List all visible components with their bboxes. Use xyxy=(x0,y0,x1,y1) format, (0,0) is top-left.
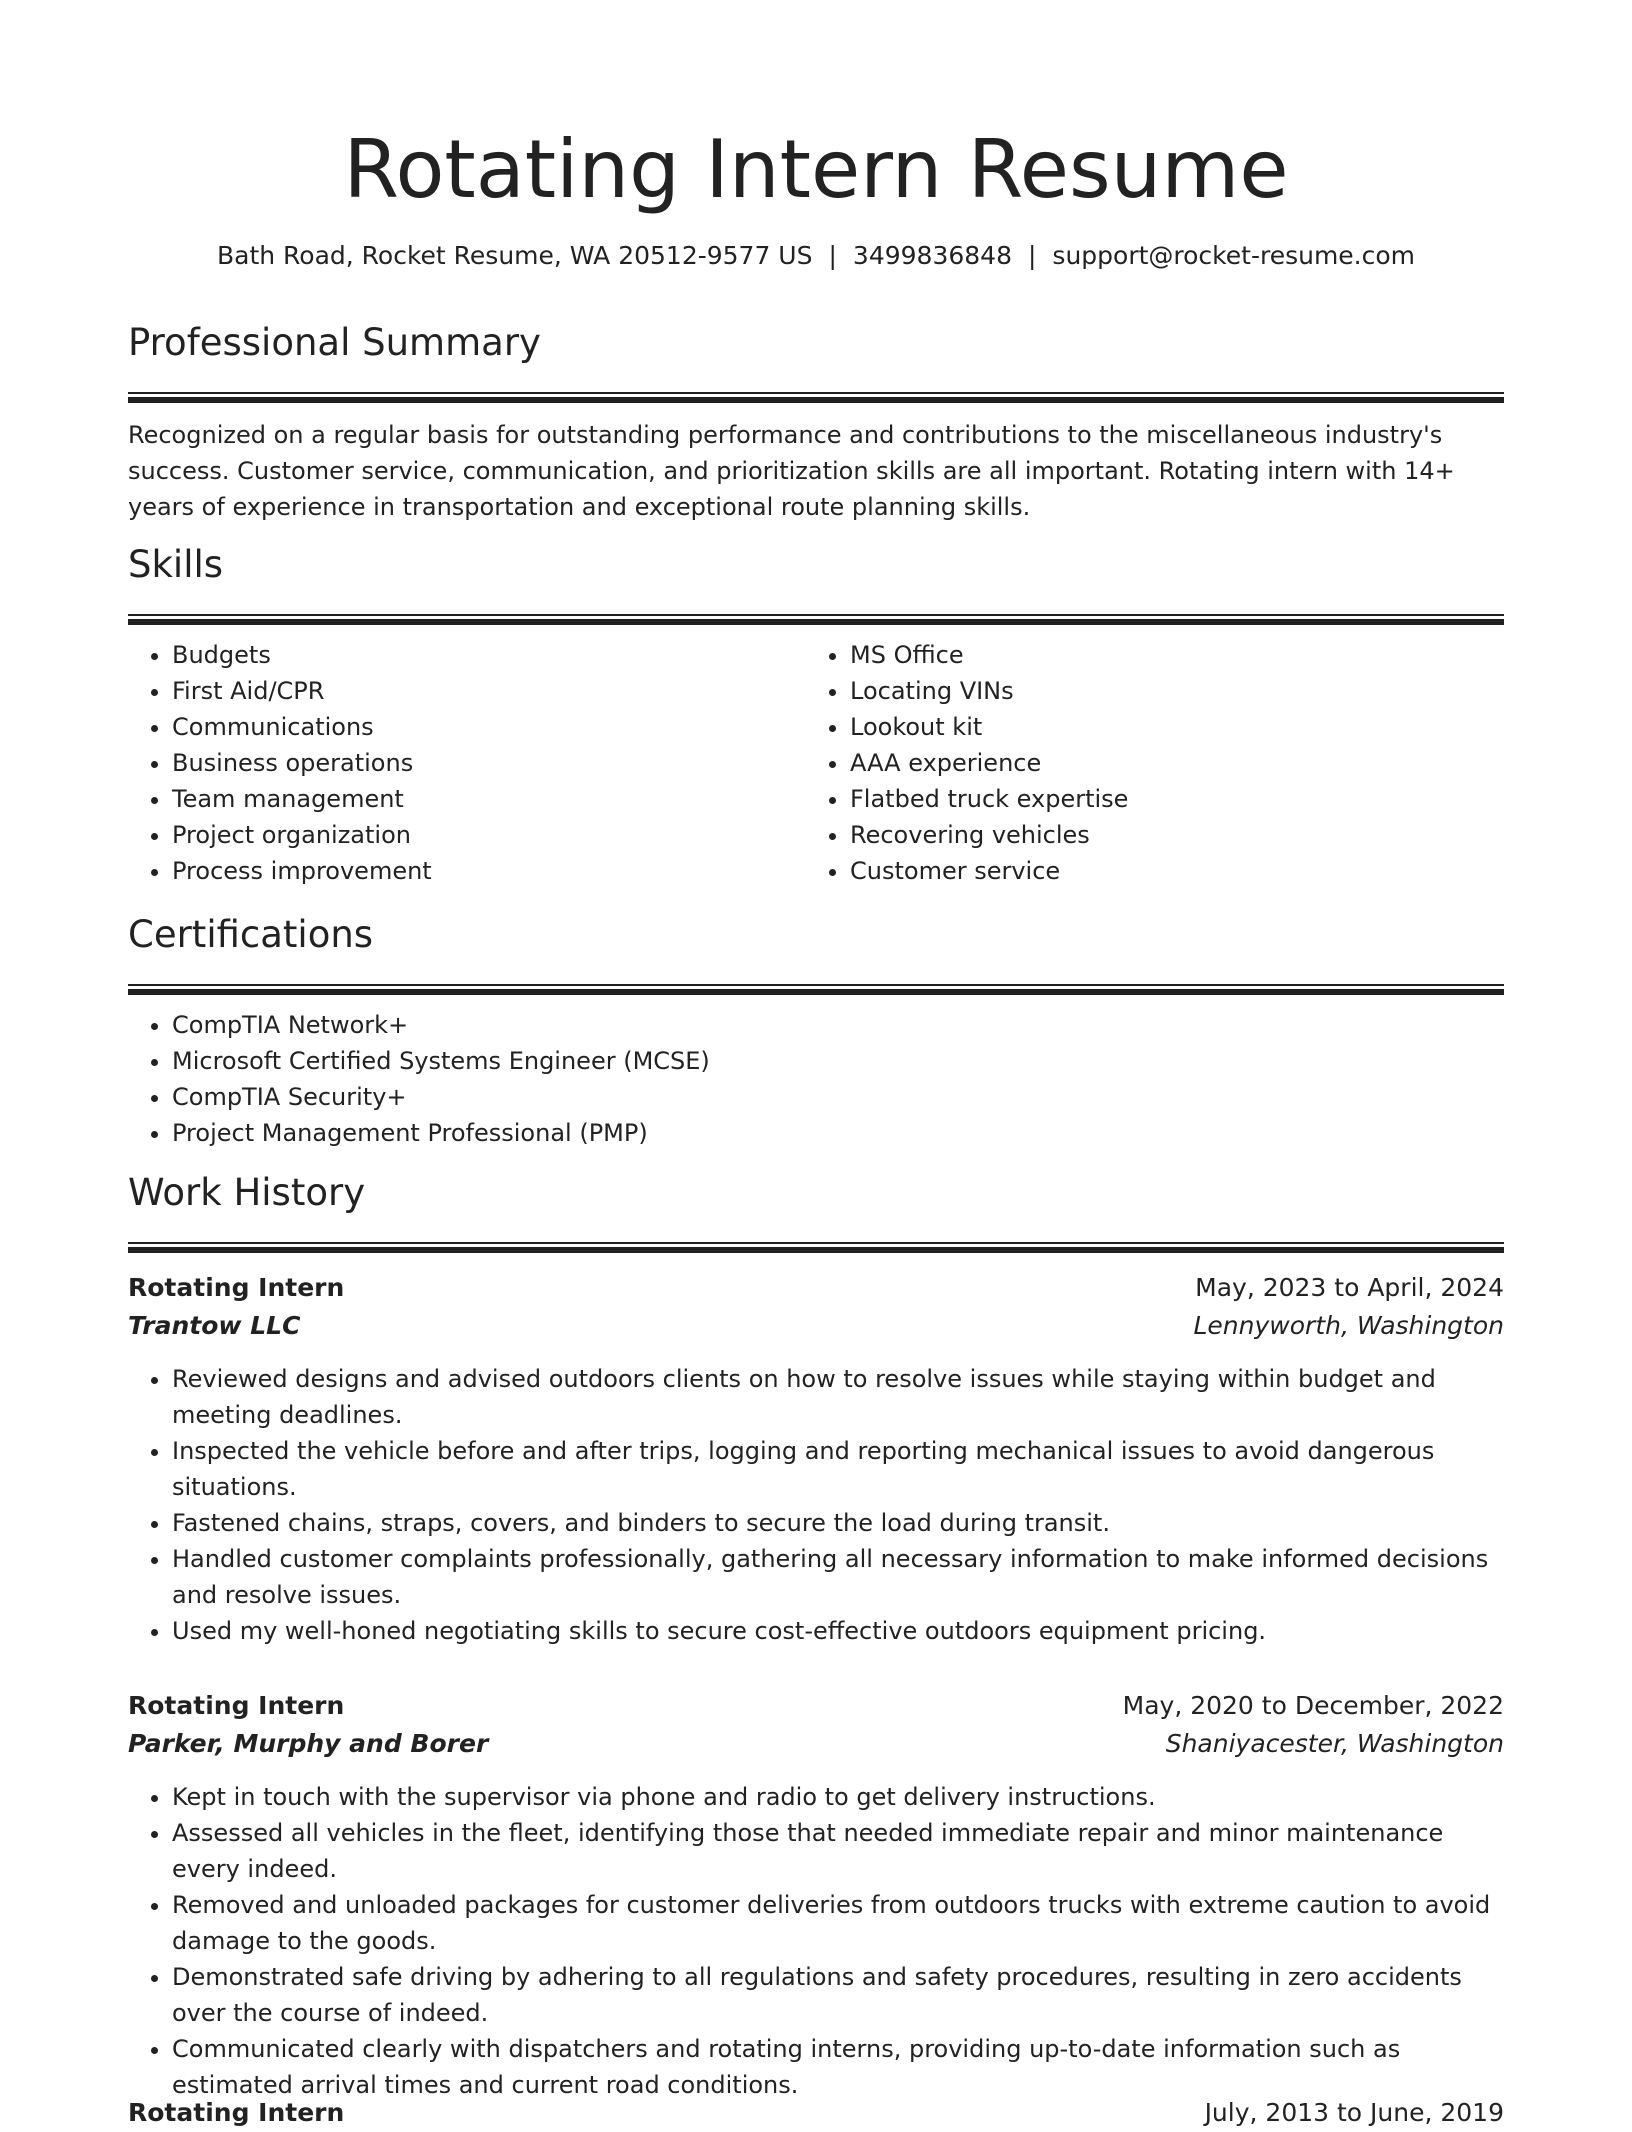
summary-text: Recognized on a regular basis for outstanding performance and contributions to the miscellaneous industry's success. Customer service, communication, and prioritization skills are all important. Rotating intern with 14+ years of experience in transportation and exceptional route planning skills. xyxy=(128,421,1455,521)
skill-item: • Flatbed truck expertise xyxy=(850,781,1484,817)
contact-address: Bath Road, Rocket Resume, WA 20512-9577 US xyxy=(216,241,813,270)
skill-item: • Lookout kit xyxy=(850,709,1484,745)
contact-phone: 3499836848 xyxy=(852,241,1012,270)
certification-item: • CompTIA Security+ xyxy=(172,1079,1504,1115)
skill-item: • Budgets xyxy=(172,637,806,673)
job-bullet: • Inspected the vehicle before and after trips, logging and reporting mechanical issues to avoid dangerous situations. xyxy=(172,1433,1504,1505)
certifications-section xyxy=(128,910,1504,1151)
section-divider xyxy=(128,392,1504,403)
skills-list-left xyxy=(128,637,806,889)
job-bullet: • Assessed all vehicles in the fleet, identifying those that needed immediate repair and minor maintenance every indeed. xyxy=(172,1815,1504,1887)
contact-separator: | xyxy=(1027,241,1037,270)
job-entry xyxy=(128,1269,1504,1649)
skill-item: • Customer service xyxy=(850,853,1484,889)
contact-email: support@rocket-resume.com xyxy=(1052,241,1416,270)
job-entry xyxy=(128,1687,1504,2103)
contact-separator: | xyxy=(828,241,837,270)
skill-item: • Project organization xyxy=(172,817,806,853)
job-bullet: • Demonstrated safe driving by adhering to all regulations and safety procedures, resulting in zero accidents over the course of indeed. xyxy=(172,1959,1504,2031)
resume-title: Rotating Intern Resume xyxy=(343,123,1289,216)
skill-item: • First Aid/CPR xyxy=(172,673,806,709)
job-dates: May, 2020 to December, 2022 xyxy=(1122,1691,1504,1720)
skills-section xyxy=(128,540,1504,889)
skills-columns xyxy=(128,637,1504,889)
section-divider xyxy=(128,614,1504,625)
certification-item: • Project Management Professional (PMP) xyxy=(172,1115,1504,1151)
job-header-row xyxy=(128,1687,1504,1725)
certifications-heading: Certifications xyxy=(128,913,374,956)
work-history-section xyxy=(128,1168,1504,2103)
summary-section xyxy=(128,318,1504,525)
job-dates: May, 2023 to April, 2024 xyxy=(1195,1273,1504,1302)
job-subheader-row xyxy=(128,1307,1504,1345)
skill-item: • MS Office xyxy=(850,637,1484,673)
skill-item: • AAA experience xyxy=(850,745,1484,781)
job-title: Rotating Intern xyxy=(128,2098,345,2127)
job-bullet: • Used my well-honed negotiating skills to secure cost-effective outdoors equipment pricing. xyxy=(172,1613,1504,1649)
job-bullet: • Fastened chains, straps, covers, and binders to secure the load during transit. xyxy=(172,1505,1504,1541)
summary-heading: Professional Summary xyxy=(128,321,541,364)
job-bullet: • Handled customer complaints professionally, gathering all necessary information to make informed decisions and resolve issues. xyxy=(172,1541,1504,1613)
skills-heading: Skills xyxy=(128,543,224,586)
job-company: Parker, Murphy and Borer xyxy=(128,1729,489,1758)
job-bullets xyxy=(128,1779,1504,2103)
job-header-row xyxy=(128,2094,1504,2132)
job-title: Rotating Intern xyxy=(128,1273,345,1302)
skills-list-right xyxy=(806,637,1484,889)
job-header-row xyxy=(128,1269,1504,1307)
job-bullets xyxy=(128,1361,1504,1649)
job-company: Trantow LLC xyxy=(128,1311,301,1340)
skill-item: • Team management xyxy=(172,781,806,817)
job-location: Shaniyacester, Washington xyxy=(1165,1729,1504,1758)
job-entry xyxy=(128,2094,1504,2132)
job-bullet: • Communicated clearly with dispatchers and rotating interns, providing up-to-date information such as estimated arrival times and current road conditions. xyxy=(172,2031,1504,2103)
work-history-heading: Work History xyxy=(128,1171,366,1214)
section-divider xyxy=(128,1242,1504,1253)
skill-item: • Locating VINs xyxy=(850,673,1484,709)
job-subheader-row xyxy=(128,1725,1504,1763)
contact-line xyxy=(128,236,1504,276)
certification-item: • CompTIA Network+ xyxy=(172,1007,1504,1043)
job-dates: July, 2013 to June, 2019 xyxy=(1204,2098,1504,2127)
job-title: Rotating Intern xyxy=(128,1691,345,1720)
skill-item: • Communications xyxy=(172,709,806,745)
job-bullet: • Kept in touch with the supervisor via phone and radio to get delivery instructions. xyxy=(172,1779,1504,1815)
skill-item: • Recovering vehicles xyxy=(850,817,1484,853)
skill-item: • Business operations xyxy=(172,745,806,781)
job-bullet: • Reviewed designs and advised outdoors clients on how to resolve issues while staying within budget and meeting deadlines. xyxy=(172,1361,1504,1433)
certification-item: • Microsoft Certified Systems Engineer (MCSE) xyxy=(172,1043,1504,1079)
job-bullet: • Removed and unloaded packages for customer deliveries from outdoors trucks with extreme caution to avoid damage to the goods. xyxy=(172,1887,1504,1959)
certifications-list xyxy=(128,1007,1504,1151)
section-divider xyxy=(128,984,1504,995)
job-location: Lennyworth, Washington xyxy=(1193,1311,1504,1340)
skill-item: • Process improvement xyxy=(172,853,806,889)
